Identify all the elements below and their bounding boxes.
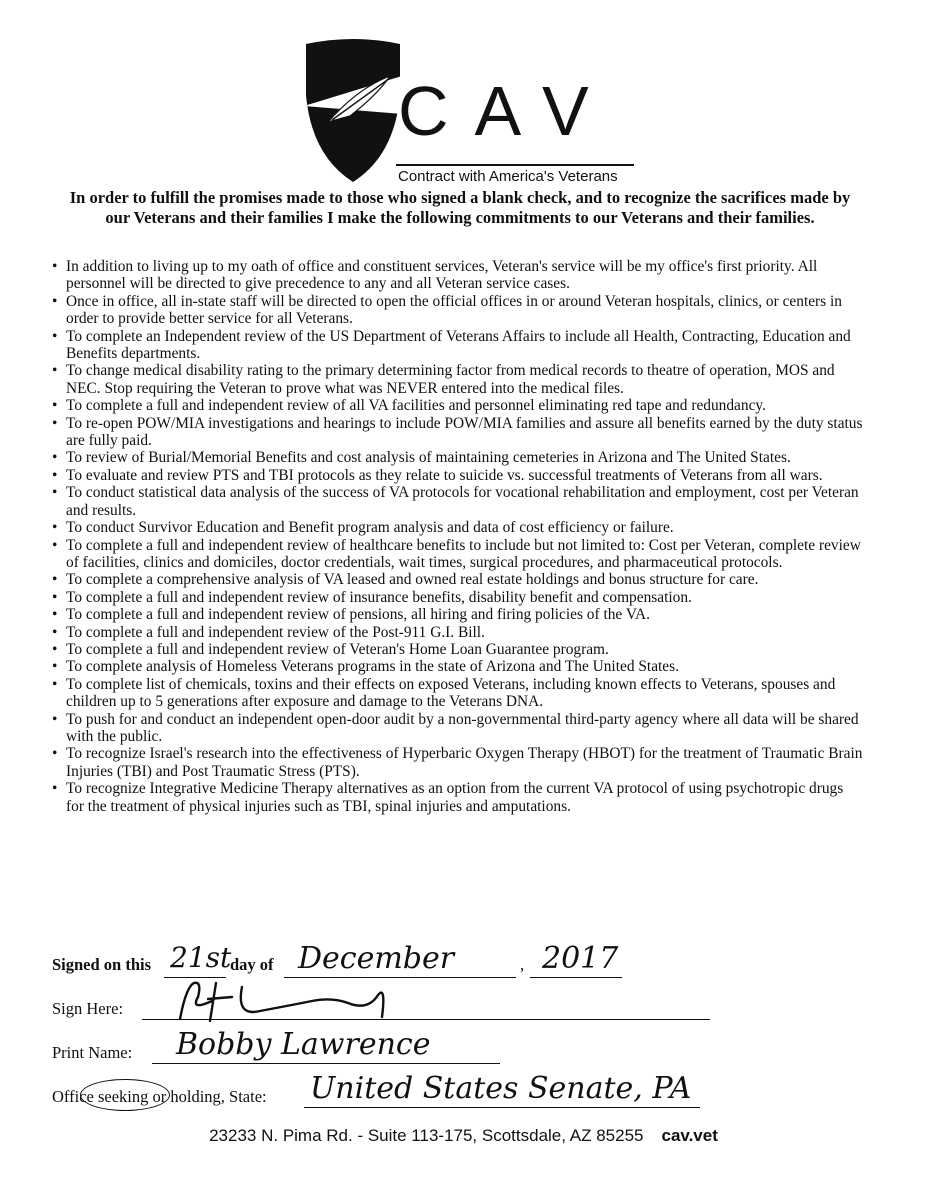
day-of-label: day of (230, 955, 274, 974)
seeking-circle (80, 1079, 170, 1111)
footer (0, 1126, 927, 1146)
commitment-item: • To conduct Survivor Education and Benefit program analysis and data of cost efficiency or failure. (52, 519, 864, 536)
office-value: United States Senate, PA (310, 1071, 692, 1106)
signed-on-label: Signed on this (52, 955, 152, 974)
commitment-item: • To complete a full and independent review of the Post-911 G.I. Bill. (52, 624, 864, 641)
month-value: December (298, 941, 455, 976)
commitment-item: • In addition to living up to my oath of office and constituent services, Veteran's service will be my office's first priority. All personnel will be directed to give precedence to any and all Veteran service cases. (52, 258, 864, 293)
commitment-item: • To complete a comprehensive analysis of VA leased and owned real estate holdings and bonus structure for care. (52, 571, 864, 588)
year-value: 2017 (542, 941, 619, 976)
shield-quill-icon (298, 36, 408, 186)
commitment-item: • To recognize Integrative Medicine Therapy alternatives as an option from the current VA protocol of using psychotropic drugs for the treatment of physical injuries such as TBI, spinal injuries and amputations. (52, 780, 864, 815)
commitment-item: • To complete an Independent review of the US Department of Veterans Affairs to include all Health, Contracting, Education and Benefits departments. (52, 328, 864, 363)
commitment-item: • To push for and conduct an independent open-door audit by a non-governmental third-party agency where all data will be shared with the public. (52, 711, 864, 746)
commitment-list (52, 258, 864, 815)
commitment-item: • To complete list of chemicals, toxins and their effects on exposed Veterans, including known effects to Veterans, spouses and children up to 5 generations after exposure and damage to the Veterans DNA. (52, 676, 864, 711)
commitment-item: • To evaluate and review PTS and TBI protocols as they relate to suicide vs. successful treatments of Veterans from all wars. (52, 467, 864, 484)
logo-letters: CAV (398, 72, 615, 150)
signed-on-row (52, 955, 151, 975)
sign-here-label: Sign Here: (52, 999, 124, 1018)
logo-rule (396, 164, 634, 166)
year-line (530, 977, 622, 978)
footer-url[interactable]: cav.vet (661, 1126, 718, 1145)
intro-statement: In order to fulfill the promises made to those who signed a blank check, and to recognize the sacrifices made by our Veterans and their families I make the following commitments to our Veterans and their families. (69, 188, 851, 227)
handwritten-signature (172, 977, 412, 1027)
print-name-line (152, 1063, 500, 1064)
commitment-item: • To review of Burial/Memorial Benefits and cost analysis of maintaining cemeteries in Arizona and The United States. (52, 449, 864, 466)
signature-block (52, 941, 752, 1135)
print-name-value: Bobby Lawrence (176, 1027, 431, 1062)
commitment-item: • To complete analysis of Homeless Veterans programs in the state of Arizona and The United States. (52, 658, 864, 675)
commitment-item: • To complete a full and independent review of healthcare benefits to include but not limited to: Cost per Veteran, complete review of facilities, clinics and domiciles, doctor credentials, wait times, surgical procedures, and pharmaceutical protocols. (52, 537, 864, 572)
logo-tagline: Contract with America's Veterans (398, 168, 618, 185)
date-comma: , (520, 955, 525, 974)
commitment-item: • To recognize Israel's research into the effectiveness of Hyperbaric Oxygen Therapy (HBOT) for the treatment of Traumatic Brain Injuries (TBI) and Post Traumatic Stress (PTS). (52, 745, 864, 780)
commitment-item: • Once in office, all in-state staff will be directed to open the official offices in or around Veteran hospitals, clinics, or centers in order to provide better service for all Veterans. (52, 293, 864, 328)
commitment-item: • To complete a full and independent review of Veteran's Home Loan Guarantee program. (52, 641, 864, 658)
office-line (304, 1107, 700, 1108)
print-name-label: Print Name: (52, 1043, 133, 1062)
cav-logo (298, 36, 648, 186)
commitment-item: • To complete a full and independent review of pensions, all hiring and firing policies of the VA. (52, 606, 864, 623)
commitment-item: • To re-open POW/MIA investigations and hearings to include POW/MIA families and assure all benefits earned by the duty status are fully paid. (52, 415, 864, 450)
commitment-item: • To conduct statistical data analysis of the success of VA protocols for vocational rehabilitation and employment, cost per Veteran and results. (52, 484, 864, 519)
commitment-item: • To complete a full and independent review of all VA facilities and personnel eliminating red tape and redundancy. (52, 397, 864, 414)
footer-address: 23233 N. Pima Rd. - Suite 113-175, Scottsdale, AZ 85255 (209, 1126, 644, 1145)
office-label: Office seeking or holding, State: (52, 1087, 267, 1106)
commitment-item: • To change medical disability rating to the primary determining factor from medical records to theatre of operation, MOS and NEC. Stop requiring the Veteran to prove what was NEVER entered into the medical files. (52, 362, 864, 397)
commitment-item: • To complete a full and independent review of insurance benefits, disability benefit and compensation. (52, 589, 864, 606)
day-value: 21st (170, 941, 232, 974)
